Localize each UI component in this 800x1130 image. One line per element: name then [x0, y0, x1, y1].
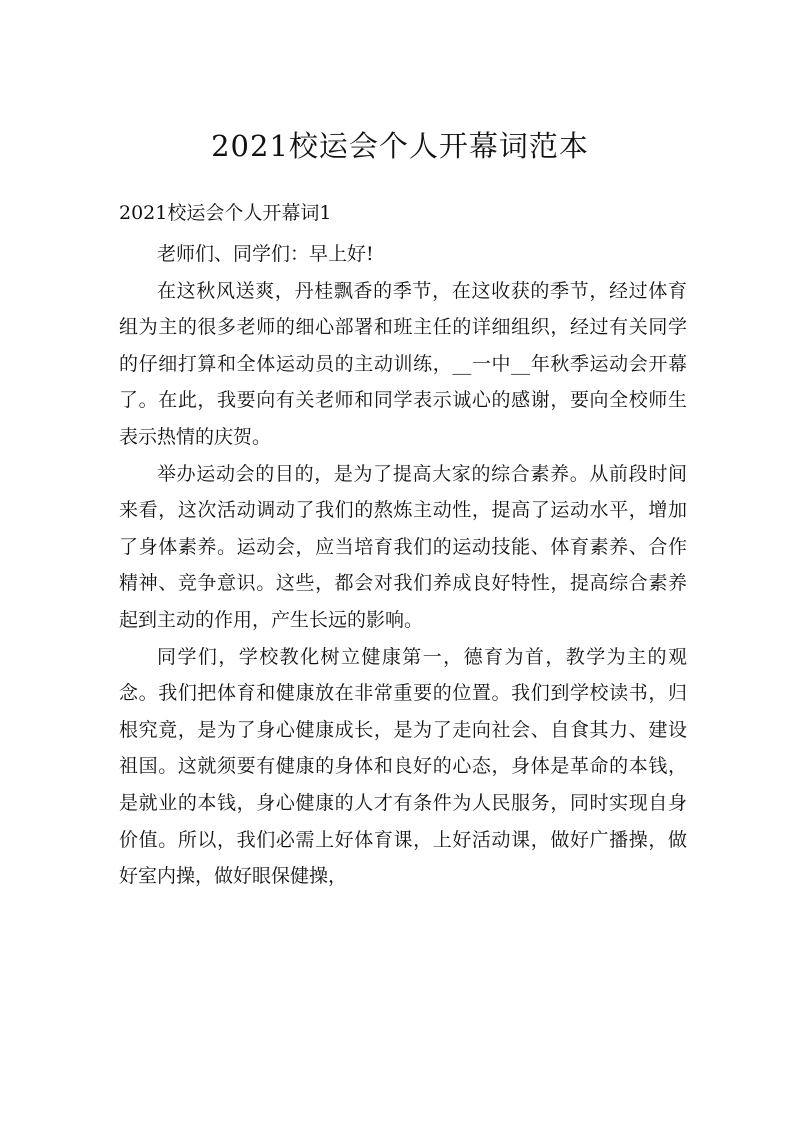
document-subtitle: 2021校运会个人开幕词1: [119, 202, 332, 224]
document-body: [119, 236, 687, 895]
paragraph-opening: 在这秋风送爽，丹桂飘香的季节，在这收获的季节，经过体育组为主的很多老师的细心部署和班主任的详细组织，经过有关同学的仔细打算和全体运动员的主动训练，__一中__年秋季运动会开幕了。在此，我要向有关老师和同学表示诚心的感谢，要向全校师生表示热情的庆贺。: [119, 279, 687, 448]
paragraph-health: 同学们，学校教化树立健康第一，德育为首，教学为主的观念。我们把体育和健康放在非常重要的位置。我们到学校读书，归根究竟，是为了身心健康成长，是为了走向社会、自食其力、建设祖国。这就须要有健康的身体和良好的心态，身体是革命的本钱，是就业的本钱，身心健康的人才有条件为人民服务，同时实现自身价值。所以，我们必需上好体育课，上好活动课，做好广播操，做好室内操，做好眼保健操，: [119, 645, 687, 888]
paragraph-greeting: 老师们、同学们：早上好!: [157, 243, 374, 265]
document-title: 2021校运会个人开幕词范本: [211, 129, 589, 163]
paragraph-purpose: 举办运动会的目的，是为了提高大家的综合素养。从前段时间来看，这次活动调动了我们的熬炼主动性，提高了运动水平，增加了身体素养。运动会，应当培育我们的运动技能、体育素养、合作精神、竞争意识。这些，都会对我们养成良好特性，提高综合素养起到主动的作用，产生长远的影响。: [119, 462, 687, 631]
